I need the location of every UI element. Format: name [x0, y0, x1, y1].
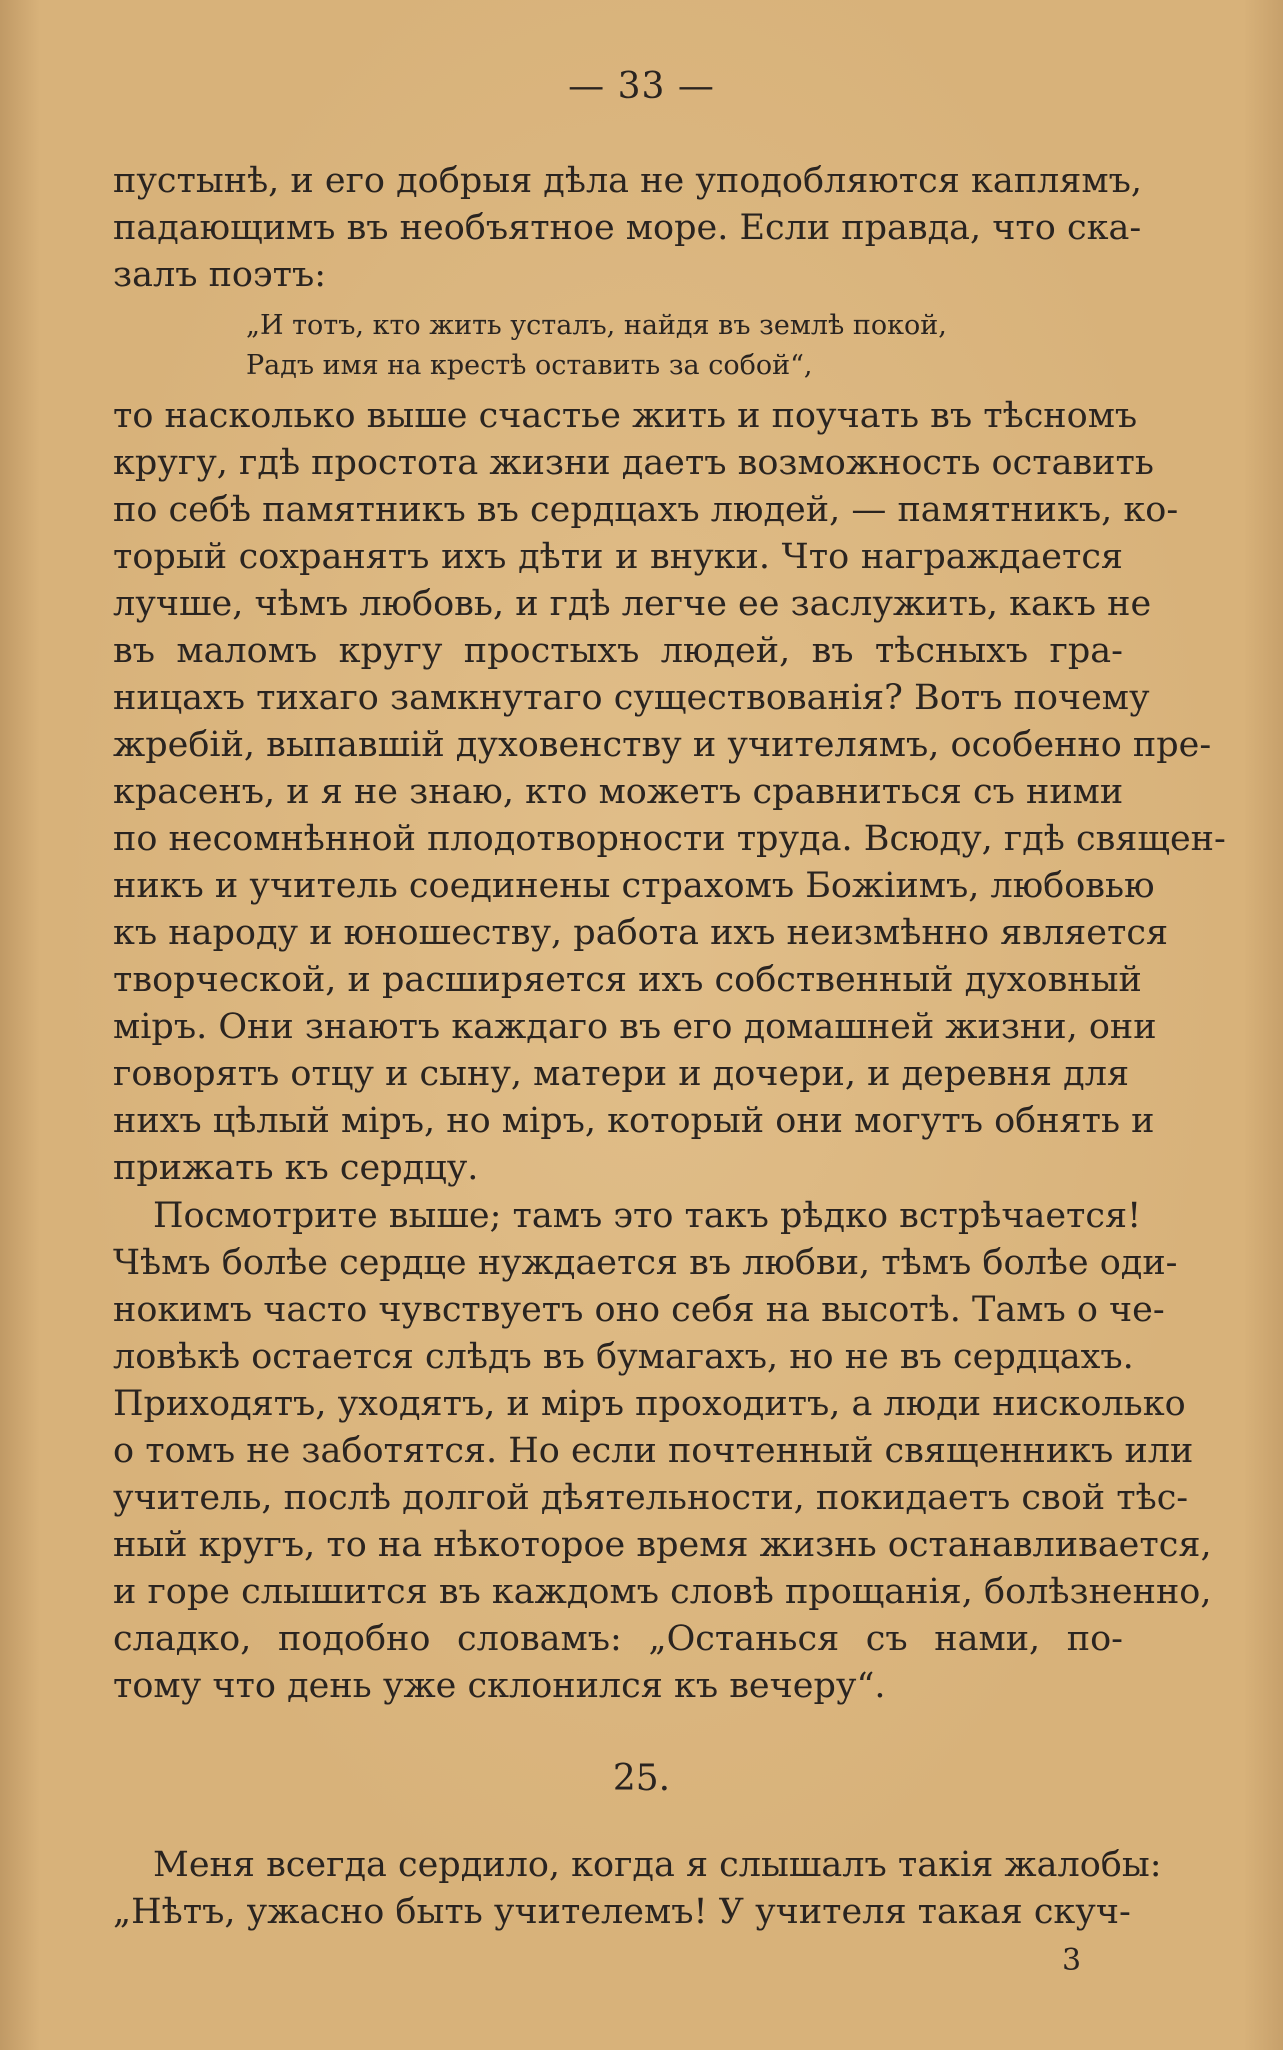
text-line: Приходятъ, уходятъ, и міръ проходитъ, а люди нисколько: [113, 1384, 1186, 1424]
text-line: говорятъ отцу и сыну, матери и дочери, и деревня для: [113, 1054, 1130, 1094]
text-line: лучше, чѣмъ любовь, и гдѣ легче ее заслужить, какъ не: [113, 584, 1152, 624]
verse-line: „И тотъ, кто жить усталъ, найдя въ землѣ покой,: [246, 310, 947, 341]
text-line: нихъ цѣлый міръ, но міръ, который они могутъ обнять и: [113, 1101, 1155, 1141]
text-line: „Нѣтъ, ужасно быть учителемъ! У учителя такая скуч-: [113, 1892, 1131, 1932]
text-line: торый сохранятъ ихъ дѣти и внуки. Что награждается: [113, 537, 1123, 577]
text-line: никъ и учитель соединены страхомъ Божіимъ, любовью: [113, 866, 1155, 906]
text-line: ловѣкѣ остается слѣдъ въ бумагахъ, но не въ сердцахъ.: [113, 1337, 1134, 1377]
paragraph-new-section: [113, 1842, 1162, 1936]
text-line: къ народу и юношеству, работа ихъ неизмѣнно является: [113, 913, 1169, 953]
text-line: нокимъ часто чувствуетъ оно себя на высотѣ. Тамъ о че-: [113, 1290, 1165, 1330]
text-line: жребій, выпавшій духовенству и учителямъ, особенно пре-: [113, 725, 1212, 765]
text-line: ницахъ тихаго замкнутаго существованія? Вотъ почему: [113, 678, 1150, 718]
signature-mark: 3: [1062, 1943, 1082, 1978]
text-line: Меня всегда сердило, когда я слышалъ такія жалобы:: [153, 1845, 1162, 1885]
verse-line: Радъ имя на крестѣ оставить за собой“,: [246, 350, 813, 381]
paragraph-main: [113, 393, 1226, 1192]
paragraph-second: [113, 1193, 1212, 1710]
text-line: тому что день уже склонился къ вечеру“.: [113, 1666, 886, 1706]
text-line: о томъ не заботятся. Но если почтенный священникъ или: [113, 1431, 1194, 1471]
text-line: кругу, гдѣ простота жизни даетъ возможность оставить: [113, 443, 1154, 483]
text-line: ный кругъ, то на нѣкоторое время жизнь останавливается,: [113, 1525, 1212, 1565]
text-line: въ маломъ кругу простыхъ людей, въ тѣсныхъ гра-: [113, 631, 1123, 671]
text-line: учитель, послѣ долгой дѣятельности, покидаетъ свой тѣс-: [113, 1478, 1189, 1518]
text-line: красенъ, и я не знаю, кто можетъ сравниться съ ними: [113, 772, 1124, 812]
text-line: падающимъ въ необъятное море. Если правда, что ска-: [113, 208, 1142, 248]
text-line: и горе слышится въ каждомъ словѣ прощанія, болѣзненно,: [113, 1572, 1212, 1612]
text-line: по несомнѣнной плодотворности труда. Всюду, гдѣ священ-: [113, 819, 1226, 859]
text-line: Посмотрите выше; тамъ это такъ рѣдко встрѣчается!: [153, 1196, 1142, 1236]
paragraph-continuation: [113, 158, 1142, 299]
text-line: залъ поэтъ:: [113, 255, 327, 295]
verse-quote: [246, 306, 1006, 386]
page-number-header: — 33 —: [568, 66, 715, 107]
text-line: прижать къ сердцу.: [113, 1148, 479, 1188]
text-line: по себѣ памятникъ въ сердцахъ людей, — памятникъ, ко-: [113, 490, 1179, 530]
text-line: творческой, и расширяется ихъ собственный духовный: [113, 960, 1142, 1000]
text-line: пустынѣ, и его добрыя дѣла не уподобляются каплямъ,: [113, 161, 1142, 201]
text-line: то насколько выше счастье жить и поучать въ тѣсномъ: [113, 396, 1138, 436]
text-line: міръ. Они знаютъ каждаго въ его домашней жизни, они: [113, 1007, 1157, 1047]
section-number: 25.: [612, 1758, 671, 1799]
text-line: Чѣмъ болѣе сердце нуждается въ любви, тѣмъ болѣе оди-: [113, 1243, 1178, 1283]
text-line: сладко, подобно словамъ: „Останься съ нами, по-: [113, 1619, 1123, 1659]
